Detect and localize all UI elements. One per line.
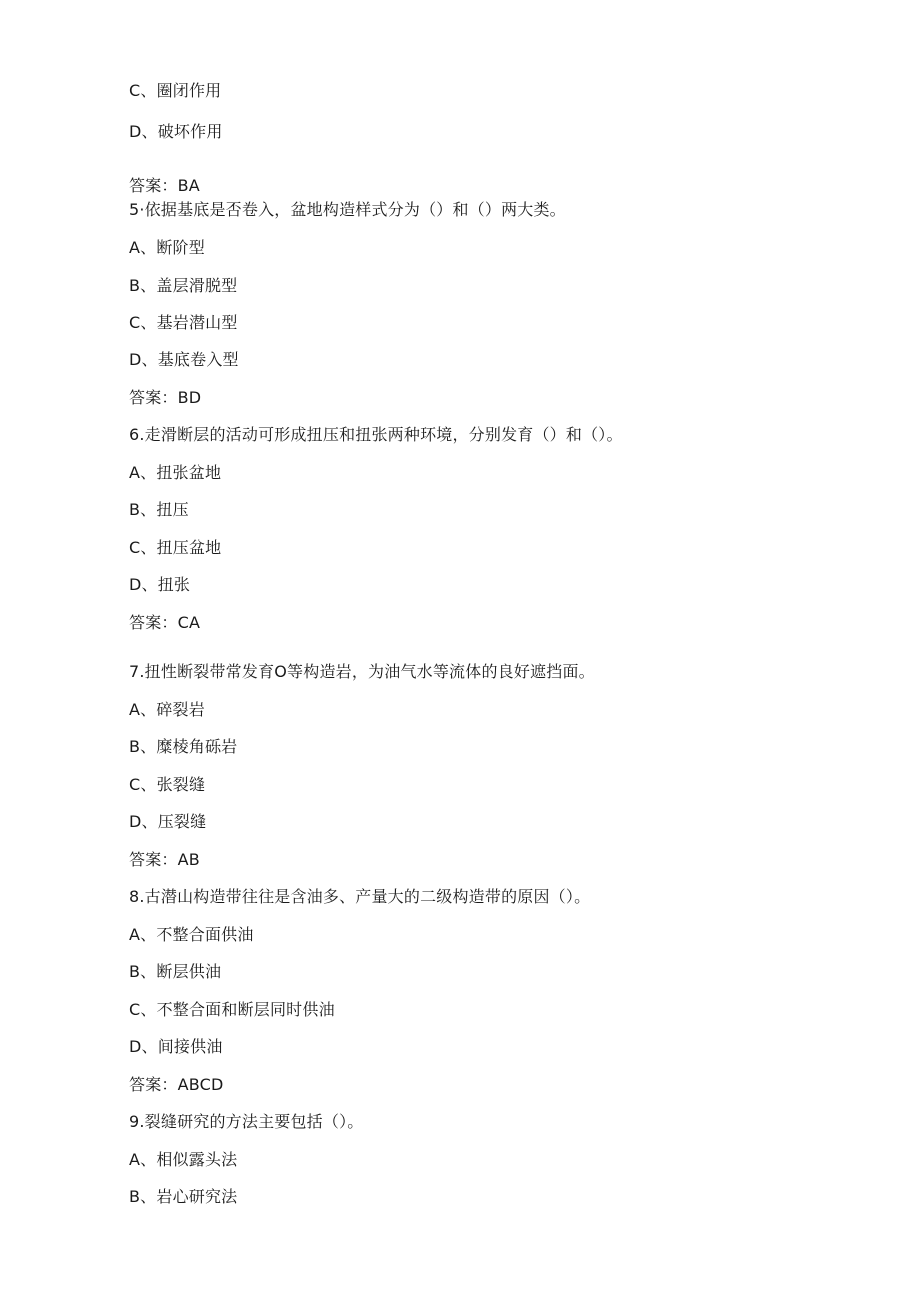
option-a: A、相似露头法: [129, 1150, 238, 1169]
option-b: B、断层供油: [129, 962, 222, 981]
option-b: B、扭压: [129, 500, 189, 519]
option-b: B、岩心研究法: [129, 1187, 238, 1206]
option-a: A、碎裂岩: [129, 700, 205, 719]
question-6: 6.走滑断层的活动可形成扭压和扭张两种环境，分别发育（）和（）。: [129, 425, 623, 444]
option-a: A、断阶型: [129, 238, 205, 257]
option-c: C、不整合面和断层同时供油: [129, 1000, 335, 1019]
option-a: A、扭张盆地: [129, 463, 222, 482]
question-9: 9.裂缝研究的方法主要包括（）。: [129, 1112, 364, 1131]
option-b: B、盖层滑脱型: [129, 276, 238, 295]
option-c: C、张裂缝: [129, 775, 206, 794]
answer: 答案：CA: [129, 613, 201, 632]
question-7: 7.扭性断裂带常发育O等构造岩，为油气水等流体的良好遮挡面。: [129, 662, 595, 681]
question-5: 5·依据基底是否卷入，盆地构造样式分为（）和（）两大类。: [129, 200, 566, 219]
question-8: 8.古潜山构造带往往是含油多、产量大的二级构造带的原因（）。: [129, 887, 591, 906]
option-b: B、糜棱角砾岩: [129, 737, 238, 756]
answer: 答案：BA: [129, 176, 200, 195]
answer: 答案：BD: [129, 388, 202, 407]
option-c: C、扭压盆地: [129, 538, 222, 557]
answer: 答案：ABCD: [129, 1075, 224, 1094]
option-c: C、基岩潜山型: [129, 313, 238, 332]
option-d: D、基底卷入型: [129, 350, 239, 369]
option-d: D、压裂缝: [129, 812, 207, 831]
option-c: C、圈闭作用: [129, 81, 222, 100]
answer: 答案：AB: [129, 850, 200, 869]
option-d: D、间接供油: [129, 1037, 223, 1056]
option-d: D、扭张: [129, 575, 191, 594]
option-d: D、破坏作用: [129, 122, 223, 141]
option-a: A、不整合面供油: [129, 925, 254, 944]
